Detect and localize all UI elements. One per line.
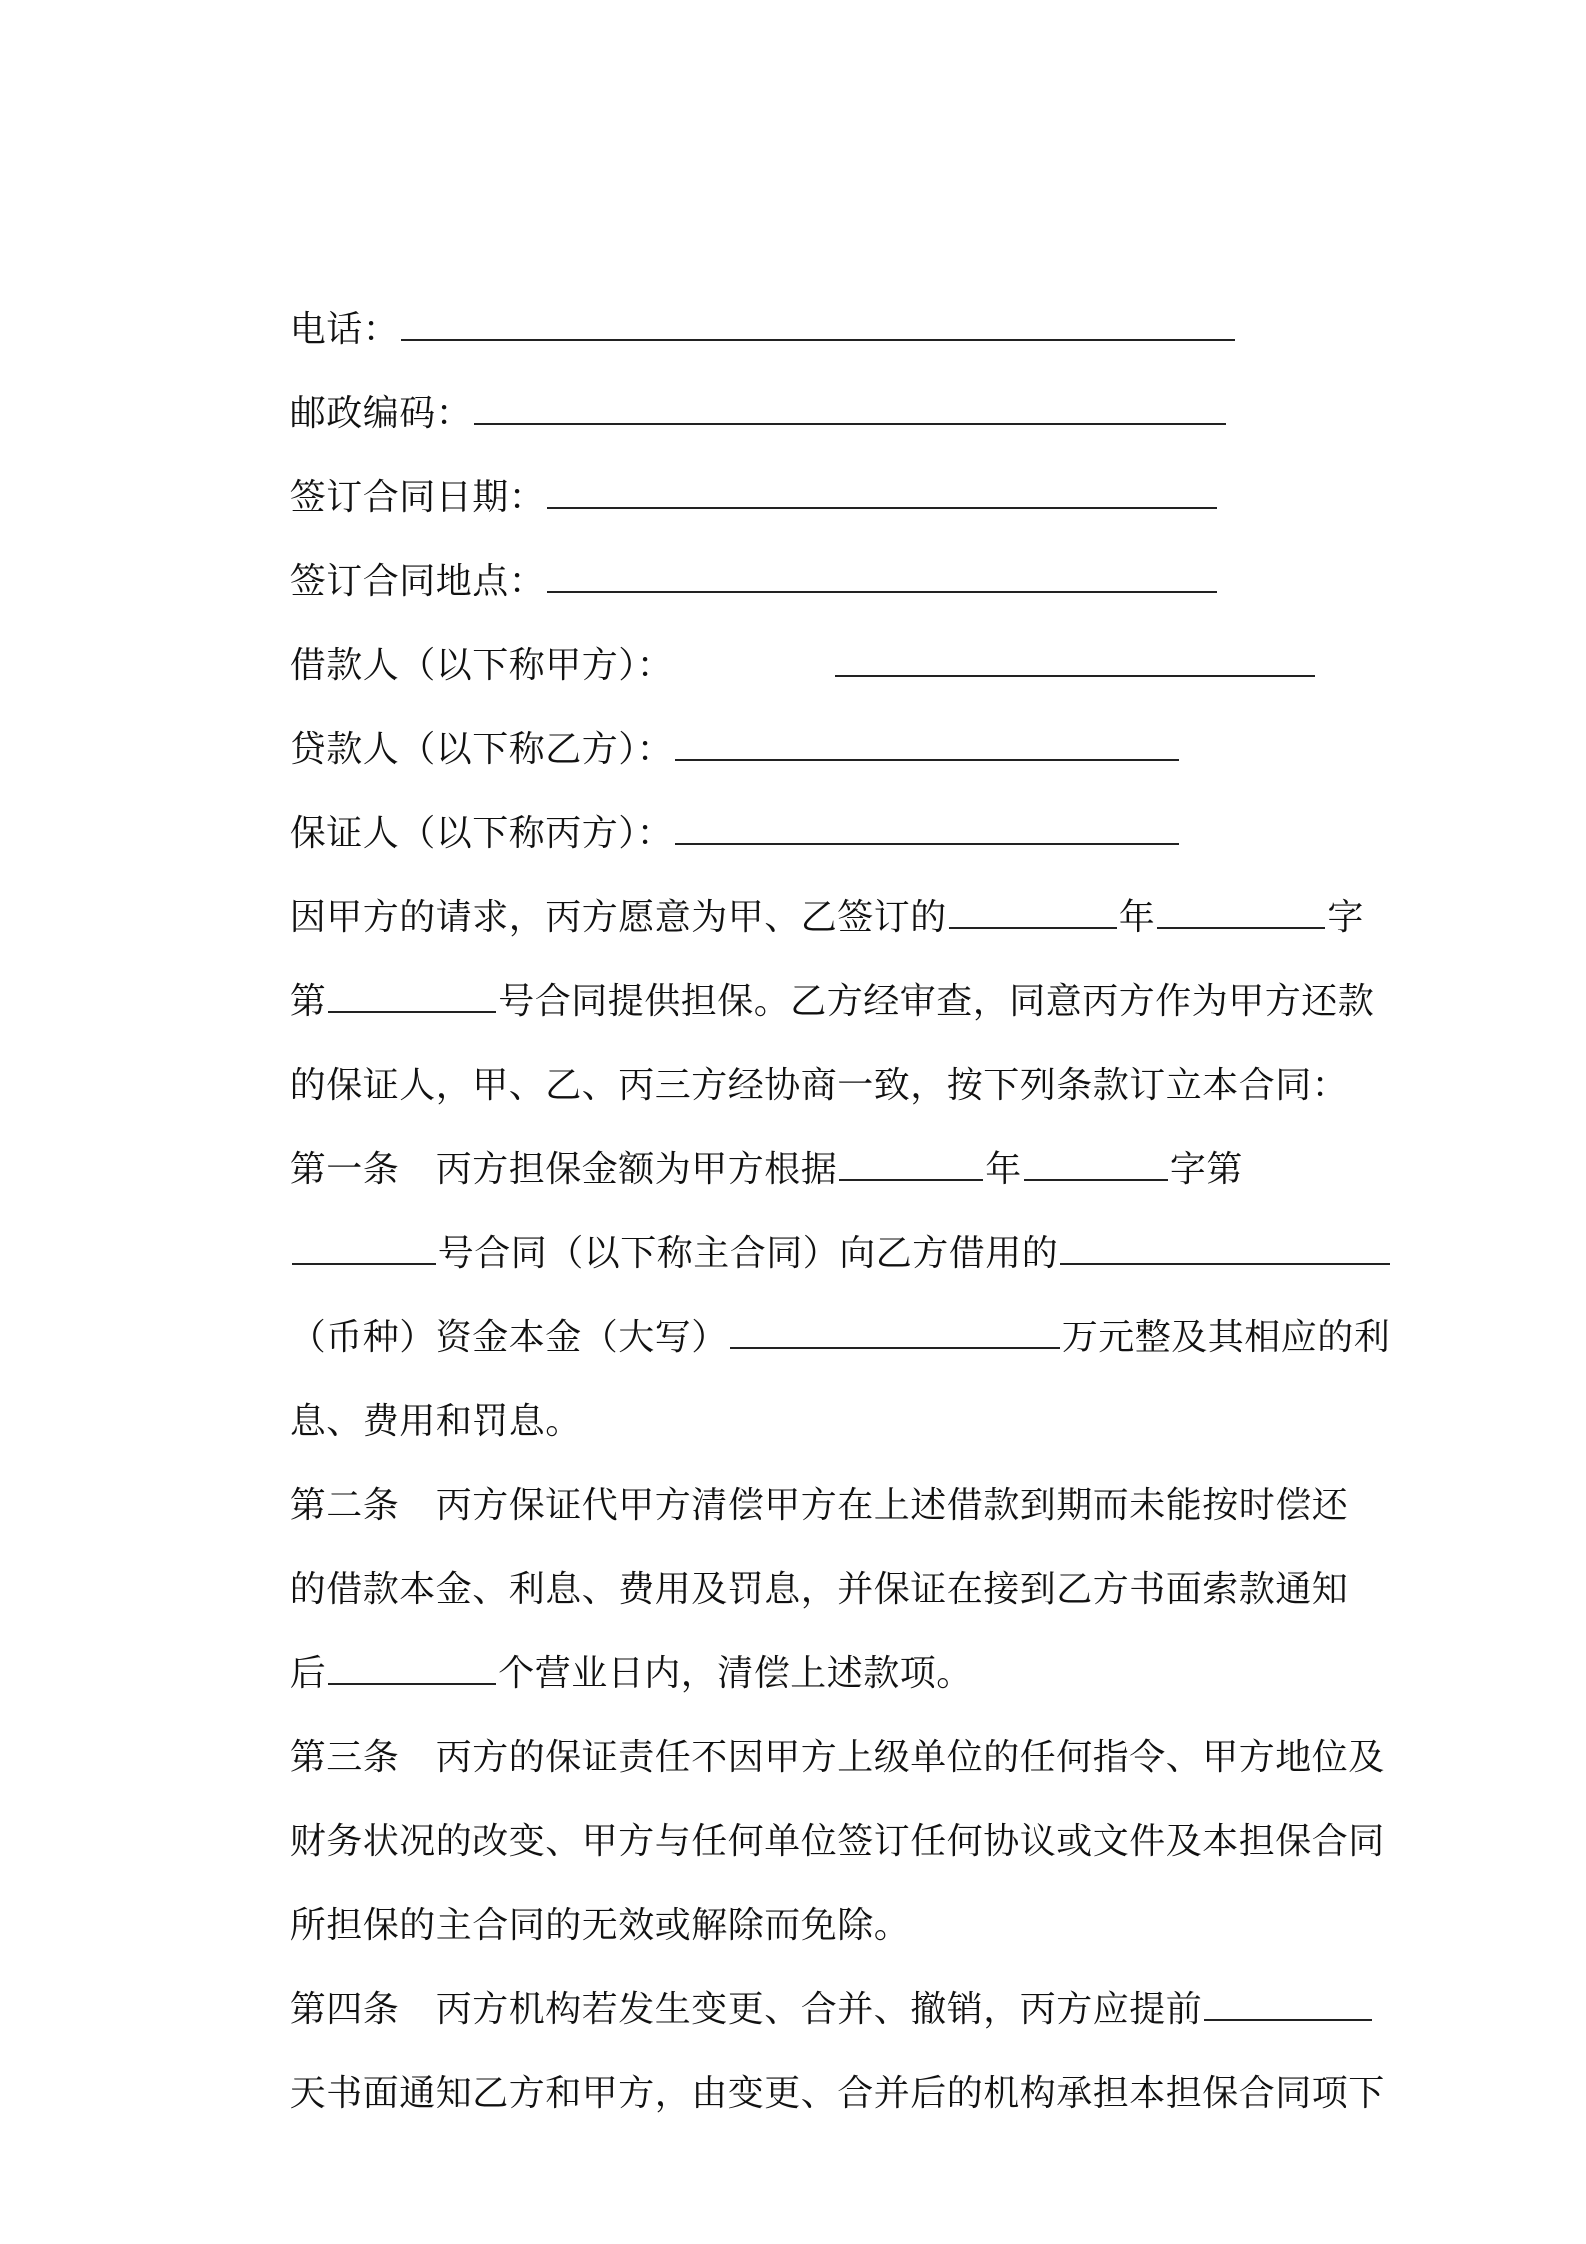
preamble-text-1a: 因甲方的请求，丙方愿意为甲、乙签订的 bbox=[289, 897, 947, 938]
preamble-text-1b: 年 bbox=[1118, 897, 1156, 938]
business-days-blank[interactable] bbox=[328, 1653, 496, 1685]
article1-number-blank[interactable] bbox=[292, 1233, 436, 1265]
guarantor-blank[interactable] bbox=[675, 813, 1179, 845]
sign-date-label: 签订合同日期： bbox=[289, 477, 546, 518]
sign-place-label: 签订合同地点： bbox=[289, 561, 546, 602]
borrower-label: 借款人（以下称甲方）： bbox=[289, 645, 674, 686]
preamble-text-2a: 第 bbox=[289, 981, 327, 1022]
article1-char-blank[interactable] bbox=[1024, 1149, 1168, 1181]
article1-text-a: 第一条 丙方担保金额为甲方根据 bbox=[289, 1149, 838, 1190]
sign-place-blank[interactable] bbox=[547, 561, 1217, 593]
article2-text-a: 第二条 丙方保证代甲方清偿甲方在上述借款到期而未能按时偿还 bbox=[289, 1485, 1349, 1526]
phone-label: 电话： bbox=[289, 309, 400, 350]
article3-text-c: 所担保的主合同的无效或解除而免除。 bbox=[289, 1905, 911, 1946]
lender-blank[interactable] bbox=[675, 729, 1179, 761]
article2-text-c: 后 bbox=[289, 1653, 327, 1694]
postcode-blank[interactable] bbox=[474, 393, 1226, 425]
article3-text-b: 财务状况的改变、甲方与任何单位签订任何协议或文件及本担保合同 bbox=[289, 1821, 1385, 1862]
article1-currency-blank[interactable] bbox=[1060, 1233, 1390, 1265]
borrower-blank[interactable] bbox=[835, 645, 1315, 677]
article1-text-d: 号合同（以下称主合同）向乙方借用的 bbox=[437, 1233, 1059, 1274]
contract-char-blank[interactable] bbox=[1157, 897, 1325, 929]
contract-number-blank[interactable] bbox=[328, 981, 496, 1013]
article4-text-b: 天书面通知乙方和甲方，由变更、合并后的机构承担本担保合同项下 bbox=[289, 2073, 1385, 2114]
article1-text-b: 年 bbox=[985, 1149, 1022, 1190]
article1-text-f: 万元整及其相应的利 bbox=[1061, 1317, 1391, 1358]
article1-amount-blank[interactable] bbox=[730, 1317, 1060, 1349]
notice-days-blank[interactable] bbox=[1204, 1989, 1372, 2021]
article2-text-d: 个营业日内，清偿上述款项。 bbox=[498, 1653, 973, 1694]
article2-text-b: 的借款本金、利息、费用及罚息，并保证在接到乙方书面索款通知 bbox=[289, 1569, 1349, 1610]
guarantor-label: 保证人（以下称丙方）： bbox=[289, 813, 674, 854]
article1-text-e: （币种）资金本金（大写） bbox=[289, 1317, 728, 1358]
contract-page bbox=[242, 204, 1391, 2114]
article4-text-a: 第四条 丙方机构若发生变更、合并、撤销，丙方应提前 bbox=[289, 1989, 1203, 2030]
article3-text-a: 第三条 丙方的保证责任不因甲方上级单位的任何指令、甲方地位及 bbox=[289, 1737, 1385, 1778]
preamble-text-3: 的保证人，甲、乙、丙三方经协商一致，按下列条款订立本合同： bbox=[289, 1065, 1349, 1106]
article1-text-g: 息、费用和罚息。 bbox=[289, 1401, 582, 1442]
preamble-text-1c: 字 bbox=[1327, 897, 1364, 938]
preamble-text-2b: 号合同提供担保。乙方经审查，同意丙方作为甲方还款 bbox=[498, 981, 1375, 1022]
postcode-label: 邮政编码： bbox=[289, 393, 473, 434]
lender-label: 贷款人（以下称乙方）： bbox=[289, 729, 674, 770]
phone-field bbox=[242, 204, 1362, 350]
contract-year-blank[interactable] bbox=[949, 897, 1117, 929]
sign-date-blank[interactable] bbox=[547, 477, 1217, 509]
article1-year-blank[interactable] bbox=[839, 1149, 983, 1181]
article1-text-c: 字第 bbox=[1169, 1149, 1243, 1190]
phone-blank[interactable] bbox=[401, 309, 1235, 341]
